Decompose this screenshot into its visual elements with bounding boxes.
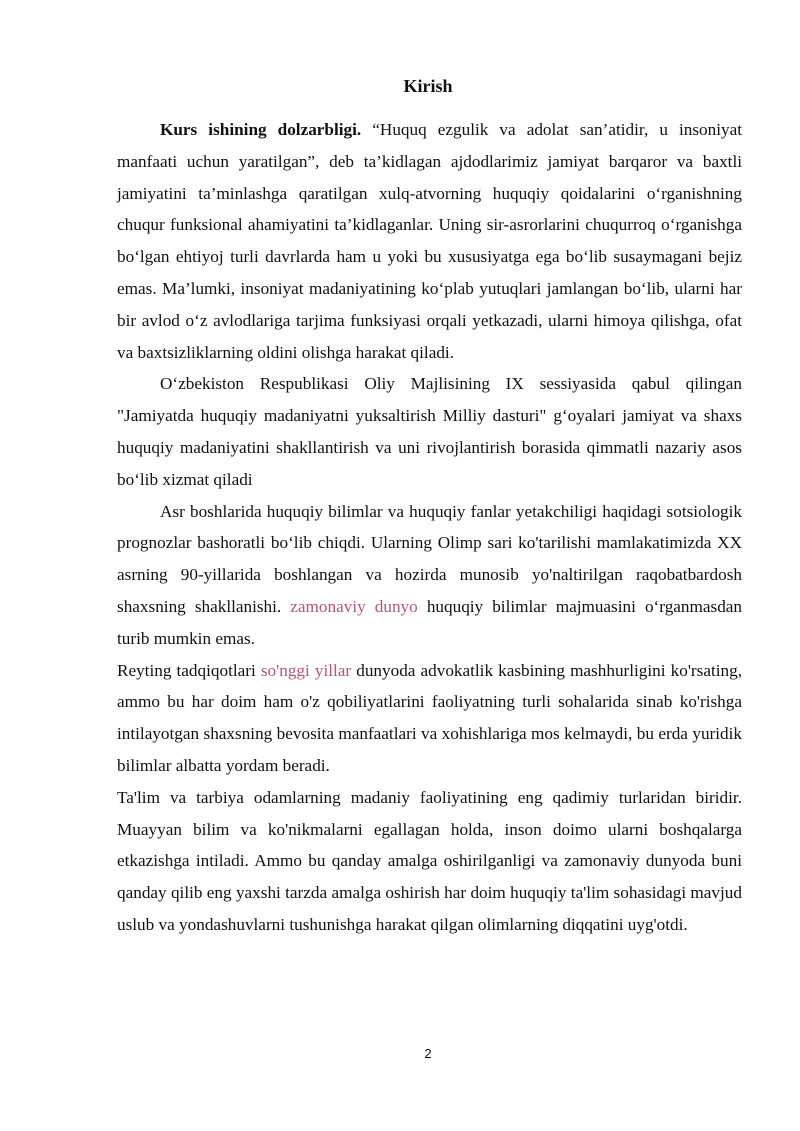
document-body: [117, 114, 742, 941]
paragraph-ratings: [117, 655, 742, 782]
page-number: 2: [424, 1046, 432, 1061]
section-lead: Kurs ishining dolzarbligi.: [160, 120, 362, 139]
page-title: Kirish: [403, 76, 453, 96]
highlighted-phrase: so'nggi yillar: [260, 660, 352, 680]
highlighted-phrase: zamonaviy dunyo: [290, 596, 418, 616]
paragraph-text: huquqiy bilimlar majmuasini oʻrganmasdan turib mumkin emas.: [117, 596, 743, 648]
paragraph-relevance: [117, 114, 742, 368]
paragraph-forecasts: [117, 496, 742, 655]
paragraph-education: Ta'lim va tarbiya odamlarning madaniy faoliyatining eng qadimiy turlaridan biridir. Muayyan bilim va ko'nikmalarni egallagan holda, inson doimo ularni boshqalarga etkazishga intiladi. Ammo bu qanday amalga oshirilganligi va zamonaviy dunyoda buni qanday qilib eng yaxshi tarzda amalga oshirish har doim huquqiy ta'lim sohasidagi mavjud uslub va yondashuvlarni tushunishga harakat qilgan olimlarning diqqatini uyg'otdi.: [117, 787, 742, 934]
paragraph-text: “Huquq ezgulik va adolat san’atidir, u insoniyat manfaati uchun yaratilgan”, deb ta’kidlagan ajdodlarimiz jamiyat barqaror va baxtli jamiyatini ta’minlashga qaratilgan xulq-atvorning huquqiy qoidalarini oʻrganishning chuqur funksional ahamiyatini ta’kidlaganlar. Uning sir-asrorlarini chuqurroq oʻrganishga boʻlgan ehtiyoj turli davrlarda ham u yoki bu xususiyatga ega boʻlib susaymagani bejiz emas. Ma’lumki, insoniyat madaniyatining koʻplab yutuqlari jamlangan boʻlib, ularni har bir avlod oʻz avlodlariga tarjima funksiyasi orqali yetkazadi, ularni himoya qilishga, ofat va baxtsizliklarning oldini olishga harakat qiladi.: [117, 120, 742, 362]
paragraph-text: Asr boshlarida huquqiy bilimlar va huquqiy fanlar yetakchiligi haqidagi sotsiologik prognozlar bashoratli boʻlib chiqdi. Ularning Olimp sari ko'tarilishi mamlakatimizda XX asrning 90-yillarida boshlangan va hozirda munosib yo'naltirilgan raqobatbardosh shaxsning shakllanishi.: [117, 501, 742, 616]
paragraph-text: Reyting tadqiqotlari: [117, 660, 261, 680]
paragraph-text: dunyoda advokatlik kasbining mashhurligini ko'rsating, ammo bu har doim ham o'z qobiliyatlarini faoliyatning turli sohalarida sinab ko'rishga intilayotgan shaxsning bevosita manfaatlari va xohishlariga mos kelmaydi, bu erda yuridik bilimlar albatta yordam beradi.: [117, 660, 742, 775]
paragraph-program: Oʻzbekiston Respublikasi Oliy Majlisining IX sessiyasida qabul qilingan "Jamiyatda huquqiy madaniyatni yuksaltirish Milliy dasturi" gʻoyalari jamiyat va shaxs huquqiy madaniyatini shakllantirish va uni rivojlantirish borasida qimmatli nazariy asos boʻlib xizmat qiladi: [117, 374, 742, 489]
